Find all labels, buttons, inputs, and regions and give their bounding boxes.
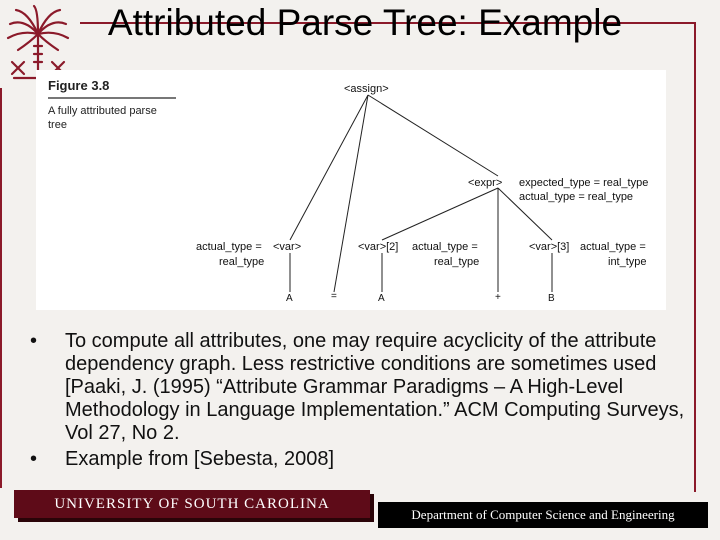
edge-assign-expr bbox=[368, 95, 498, 176]
node-var2: <var>[2] bbox=[358, 241, 399, 253]
parse-tree-figure bbox=[36, 70, 666, 310]
node-assign: <assign> bbox=[344, 83, 389, 95]
node-var3: <var>[3] bbox=[529, 241, 570, 253]
leaf-a1: A bbox=[286, 293, 293, 304]
var2-attr-line1: actual_type = bbox=[412, 241, 478, 253]
node-expr: <expr> bbox=[468, 177, 503, 189]
edge-expr-var2 bbox=[382, 188, 498, 240]
leaf-b: B bbox=[548, 293, 555, 304]
leaf-plus: + bbox=[495, 292, 501, 303]
var3-attr-line2: int_type bbox=[608, 256, 647, 268]
bullet-item bbox=[30, 448, 690, 471]
figure-label-rule bbox=[48, 97, 176, 99]
leaf-a2: A bbox=[378, 293, 385, 304]
frame-left-line bbox=[0, 88, 2, 488]
bullet-text: Example from [Sebesta, 2008] bbox=[65, 448, 335, 470]
figure-label: Figure 3.8 bbox=[48, 78, 110, 93]
footer-department: Department of Computer Science and Engineering bbox=[378, 502, 708, 528]
bullet-item bbox=[30, 330, 690, 445]
var3-attr-line1: actual_type = bbox=[580, 241, 646, 253]
expr-expected-type: expected_type = real_type bbox=[519, 177, 649, 189]
leaf-assign-op: = bbox=[331, 291, 337, 302]
bullet-list bbox=[30, 330, 690, 474]
var1-attr-line2: real_type bbox=[219, 256, 265, 268]
bullet-text: To compute all attributes, one may require acyclicity of the attribute dependency graph. Less restrictive conditions are sometimes used [Paaki, J. (1995) “Attribute Grammar Paradigms – A High-Level Methodology in Language Implementation.” ACM Computing Surveys, Vol 27, No 2. bbox=[65, 330, 685, 444]
slide-title: Attributed Parse Tree: Example bbox=[107, 2, 623, 43]
edge-assign-eq bbox=[334, 95, 368, 292]
bullet-mark: • bbox=[30, 330, 38, 352]
footer-university: UNIVERSITY OF SOUTH CAROLINA bbox=[14, 490, 370, 518]
bullet-mark: • bbox=[30, 448, 38, 470]
var2-attr-line2: real_type bbox=[434, 256, 480, 268]
expr-actual-type: actual_type = real_type bbox=[519, 191, 634, 203]
edge-assign-var1 bbox=[290, 95, 368, 240]
var1-attr-line1: actual_type = bbox=[196, 241, 262, 253]
node-var1: <var> bbox=[273, 241, 302, 253]
frame-right-line bbox=[694, 22, 696, 492]
figure-caption: A fully attributed parse tree bbox=[48, 105, 157, 131]
